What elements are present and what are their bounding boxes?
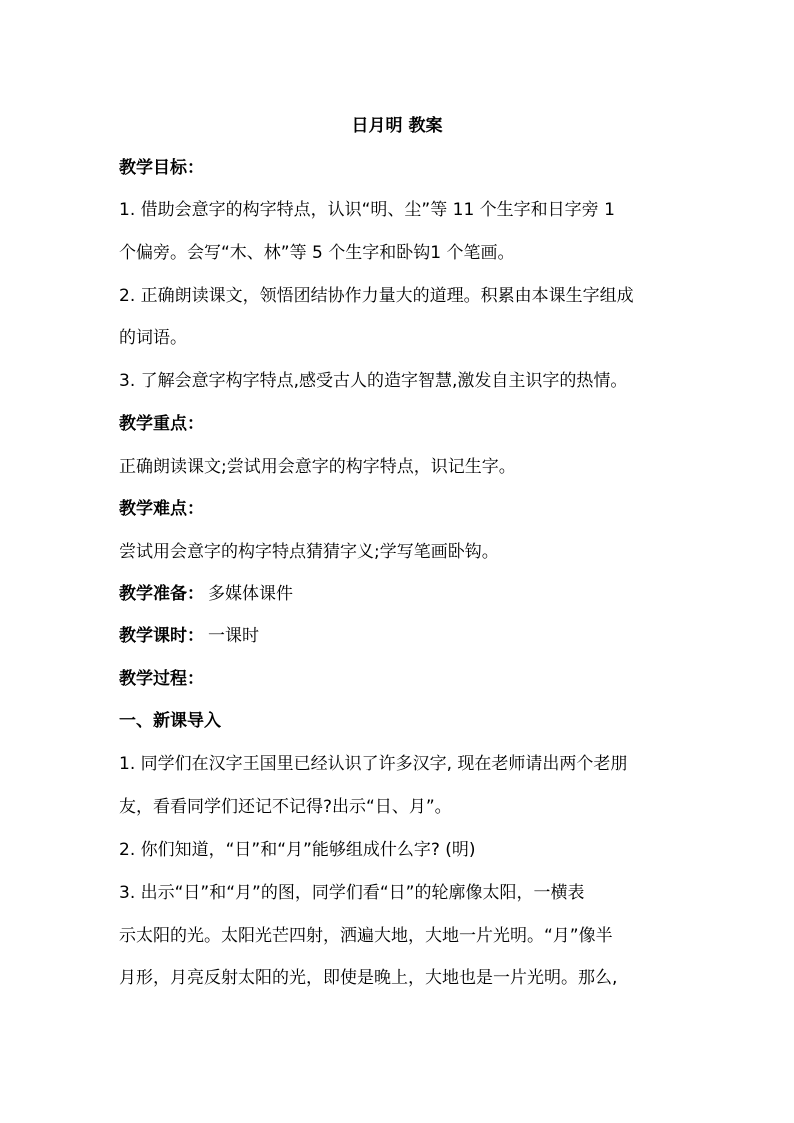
- process-heading: 教学过程：: [119, 669, 204, 689]
- step-1-line-1: 1. 同学们在汉字王国里已经认识了许多汉字, 现在老师请出两个老朋: [119, 754, 628, 774]
- step-2-line-1: 2. 你们知道，“日”和“月”能够组成什么字? (明): [119, 840, 476, 860]
- difficulties-text: 尝试用会意字的构字特点猜猜字义;学写笔画卧钩。: [119, 542, 499, 562]
- objectives-heading: 教学目标：: [119, 158, 204, 178]
- objective-3-line-1: 3. 了解会意字构字特点,感受古人的造字智慧,激发自主识字的热情。: [119, 371, 628, 391]
- objective-1-line-2: 个偏旁。会写“木、林”等 5 个生字和卧钩1 个笔画。: [119, 243, 515, 263]
- page-title: 日月明 教案: [351, 116, 443, 136]
- preparation-value: 多媒体课件: [208, 584, 293, 604]
- step-3-line-1: 3. 出示“日”和“月”的图，同学们看“日”的轮廓像太阳，一横表: [119, 883, 585, 903]
- part-1-heading: 一、新课导入: [119, 711, 221, 731]
- step-3-line-3: 月形，月亮反射太阳的光，即使是晚上，大地也是一片光明。那么,: [119, 968, 618, 988]
- step-3-line-2: 示太阳的光。太阳光芒四射，洒遍大地，大地一片光明。“月”像半: [119, 926, 613, 946]
- objective-2-line-2: 的词语。: [119, 328, 187, 348]
- objective-2-line-1: 2. 正确朗读课文，领悟团结协作力量大的道理。积累由本课生字组成: [119, 286, 634, 306]
- preparation-row: [119, 581, 679, 607]
- periods-row: [119, 623, 679, 649]
- step-1-line-2: 友，看看同学们还记不记得?出示“日、月”。: [119, 797, 452, 817]
- key-points-text: 正确朗读课文;尝试用会意字的构字特点，识记生字。: [119, 457, 516, 477]
- periods-label: 教学课时：: [119, 626, 204, 646]
- preparation-label: 教学准备：: [119, 584, 204, 604]
- objective-1-line-1: 1. 借助会意字的构字特点，认识“明、尘”等 11 个生字和日字旁 1: [119, 200, 615, 220]
- difficulties-heading: 教学难点：: [119, 499, 204, 519]
- key-points-heading: 教学重点：: [119, 414, 204, 434]
- periods-value: 一课时: [208, 626, 259, 646]
